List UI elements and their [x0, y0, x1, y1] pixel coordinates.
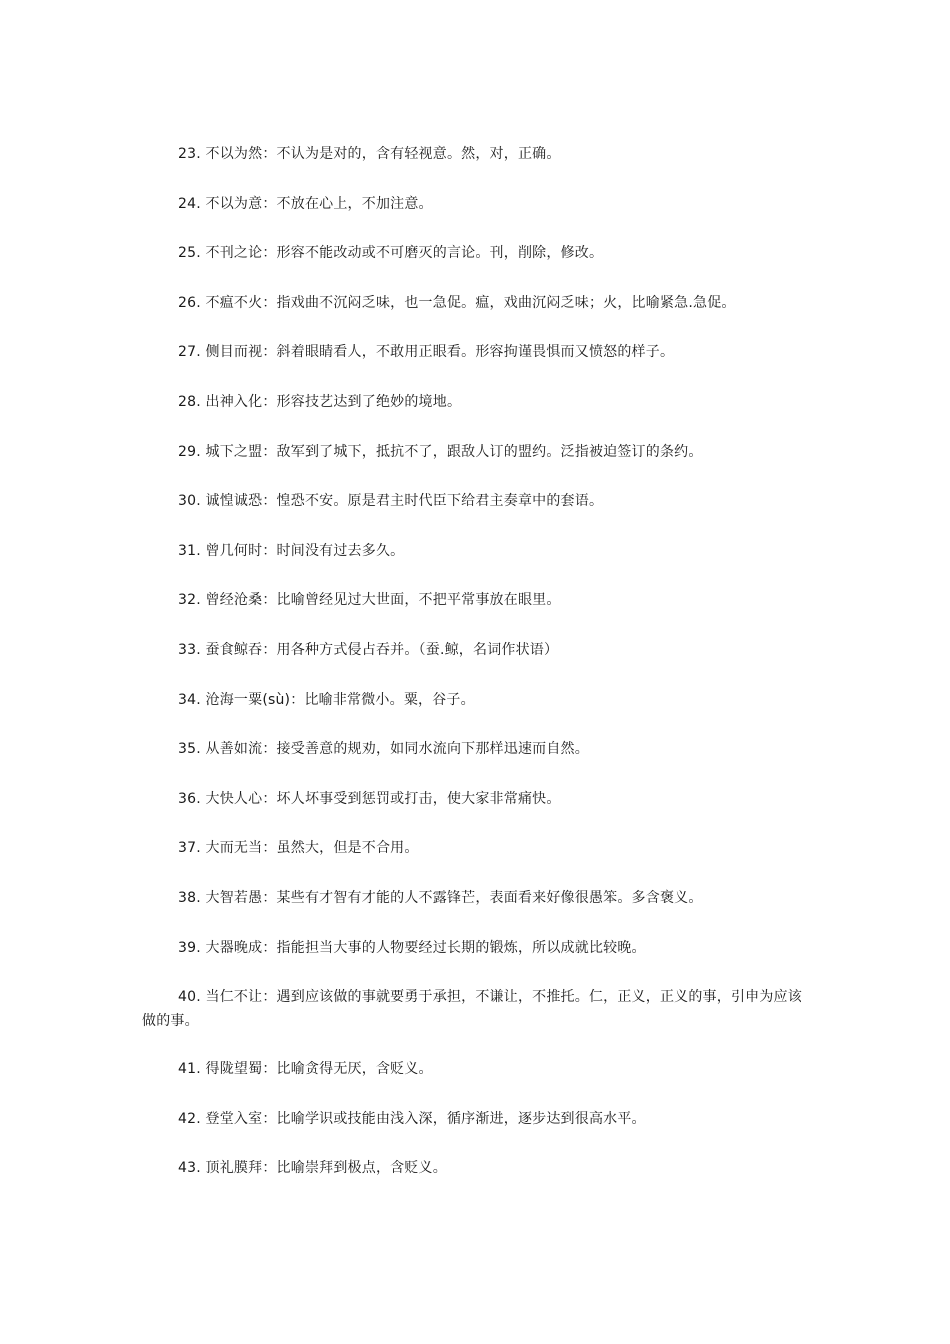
entry-term: 不以为意 — [205, 195, 263, 212]
entry-term: 城下之盟 — [205, 443, 263, 460]
entry-separator: ： — [262, 195, 277, 212]
list-item — [142, 1107, 808, 1131]
entry-number: 36. — [178, 790, 201, 807]
entry-definition: 接受善意的规劝，如同水流向下那样迅速而自然。 — [276, 741, 589, 758]
list-item — [142, 390, 808, 414]
entry-term: 沧海一粟(sù) — [205, 691, 291, 708]
entry-definition: 不放在心上，不加注意。 — [276, 195, 433, 212]
entry-definition: 惶恐不安。原是君主时代臣下给君主奏章中的套语。 — [276, 493, 604, 510]
entry-definition: 遇到应该做的事就要勇于承担，不谦让，不推托。仁，正义，正义的事，引申为应该做的事。 — [142, 989, 802, 1030]
entry-term: 大智若愚 — [205, 889, 263, 906]
entry-term: 蚕食鲸吞 — [205, 641, 263, 658]
entry-separator: ： — [262, 790, 277, 807]
entry-definition: 指能担当大事的人物要经过长期的锻炼，所以成就比较晚。 — [276, 939, 646, 956]
entry-number: 37. — [178, 840, 201, 857]
list-item — [142, 539, 808, 563]
entry-number: 29. — [178, 443, 201, 460]
entry-definition: 形容技艺达到了绝妙的境地。 — [276, 393, 462, 410]
entry-term: 曾经沧桑 — [205, 592, 263, 609]
list-item — [142, 1156, 808, 1180]
entry-definition: 形容不能改动或不可磨灭的言论。刊，削除，修改。 — [276, 245, 604, 262]
entry-definition: 敌军到了城下，抵抗不了，跟敌人订的盟约。泛指被迫签订的条约。 — [276, 443, 703, 460]
list-item — [142, 886, 808, 910]
list-item — [142, 985, 808, 1033]
list-item — [142, 291, 808, 315]
list-item — [142, 489, 808, 513]
entry-definition: 比喻非常微小。粟，谷子。 — [304, 691, 475, 708]
entry-number: 27. — [178, 344, 201, 361]
entry-definition: 用各种方式侵占吞并。（蚕.鲸，名词作状语） — [276, 641, 559, 658]
entry-term: 不以为然 — [205, 146, 263, 162]
entry-term: 大快人心 — [205, 790, 263, 807]
entry-number: 42. — [178, 1110, 201, 1127]
entry-term: 不瘟不火 — [205, 294, 263, 311]
entry-number: 23. — [178, 146, 201, 162]
entry-number: 40. — [178, 989, 201, 1006]
entry-number: 28. — [178, 393, 201, 410]
entry-separator: ： — [262, 1061, 277, 1078]
entry-definition: 比喻学识或技能由浅入深，循序渐进，逐步达到很高水平。 — [276, 1110, 646, 1127]
entry-number: 26. — [178, 294, 201, 311]
entry-separator: ： — [262, 542, 277, 559]
list-item — [142, 340, 808, 364]
entry-number: 31. — [178, 542, 201, 559]
list-item — [142, 936, 808, 960]
entry-term: 不刊之论 — [205, 245, 263, 262]
entry-separator: ： — [262, 245, 277, 262]
list-item — [142, 588, 808, 612]
entry-term: 从善如流 — [205, 741, 263, 758]
entry-definition: 某些有才智有才能的人不露锋芒，表面看来好像很愚笨。多含褒义。 — [276, 889, 703, 906]
entry-number: 34. — [178, 691, 201, 708]
entry-definition: 时间没有过去多久。 — [276, 542, 405, 559]
entry-term: 大而无当 — [205, 840, 263, 857]
entry-separator: ： — [262, 443, 277, 460]
entry-definition: 不认为是对的，含有轻视意。然，对，正确。 — [276, 146, 561, 162]
entry-term: 顶礼膜拜 — [205, 1160, 263, 1177]
entry-number: 33. — [178, 641, 201, 658]
list-item — [142, 241, 808, 265]
entry-number: 43. — [178, 1160, 201, 1177]
entry-term: 大器晚成 — [205, 939, 263, 956]
entry-separator: ： — [262, 989, 277, 1006]
entry-term: 诚惶诚恐 — [205, 493, 263, 510]
entry-number: 24. — [178, 195, 201, 212]
entry-definition: 比喻曾经见过大世面，不把平常事放在眼里。 — [276, 592, 561, 609]
entry-separator: ： — [262, 393, 277, 410]
list-item — [142, 440, 808, 464]
entry-definition: 斜着眼睛看人，不敢用正眼看。形容拘谨畏惧而又愤怒的样子。 — [276, 344, 675, 361]
list-item — [142, 192, 808, 216]
entry-separator: ： — [262, 840, 277, 857]
list-item — [142, 836, 808, 860]
entry-number: 38. — [178, 889, 201, 906]
entry-term: 曾几何时 — [205, 542, 263, 559]
entry-separator: ： — [262, 641, 277, 658]
entry-definition: 坏人坏事受到惩罚或打击，使大家非常痛快。 — [276, 790, 561, 807]
idiom-list — [142, 142, 808, 1206]
entry-number: 41. — [178, 1061, 201, 1078]
entry-number: 35. — [178, 741, 201, 758]
entry-number: 32. — [178, 592, 201, 609]
entry-definition: 虽然大，但是不合用。 — [276, 840, 419, 857]
list-item — [142, 142, 808, 166]
list-item — [142, 1057, 808, 1081]
entry-term: 当仁不让 — [205, 989, 263, 1006]
entry-term: 登堂入室 — [205, 1110, 263, 1127]
list-item — [142, 737, 808, 761]
entry-separator: ： — [262, 1160, 277, 1177]
entry-separator: ： — [262, 741, 277, 758]
entry-separator: ： — [262, 889, 277, 906]
entry-separator: ： — [262, 592, 277, 609]
list-item — [142, 638, 808, 662]
entry-separator: ： — [290, 691, 305, 708]
list-item — [142, 787, 808, 811]
entry-separator: ： — [262, 1110, 277, 1127]
entry-separator: ： — [262, 294, 277, 311]
entry-number: 39. — [178, 939, 201, 956]
entry-separator: ： — [262, 146, 277, 162]
entry-separator: ： — [262, 939, 277, 956]
entry-definition: 比喻崇拜到极点，含贬义。 — [276, 1160, 447, 1177]
entry-separator: ： — [262, 344, 277, 361]
entry-term: 得陇望蜀 — [205, 1061, 263, 1078]
entry-separator: ： — [262, 493, 277, 510]
entry-number: 25. — [178, 245, 201, 262]
entry-definition: 比喻贪得无厌，含贬义。 — [276, 1061, 433, 1078]
entry-number: 30. — [178, 493, 201, 510]
list-item — [142, 688, 808, 712]
entry-term: 侧目而视 — [205, 344, 263, 361]
entry-definition: 指戏曲不沉闷乏味，也一急促。瘟，戏曲沉闷乏味；火，比喻紧急.急促。 — [276, 294, 736, 311]
entry-term: 出神入化 — [205, 393, 263, 410]
